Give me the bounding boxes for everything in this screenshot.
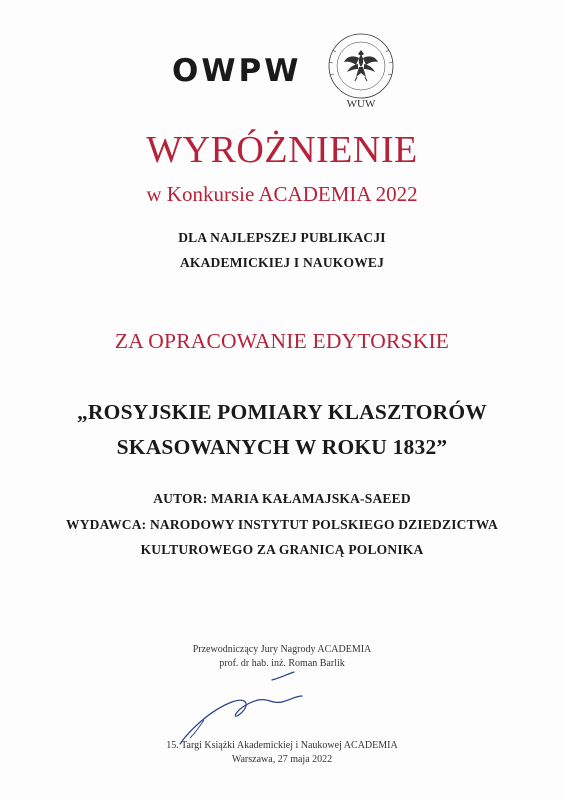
publication-publisher-line2: KULTUROWEGO ZA GRANICĄ POLONIKA xyxy=(140,542,424,557)
publication-title-line2: SKASOWANYCH W ROKU 1832” xyxy=(116,435,448,459)
publication-author: AUTOR: MARIA KAŁAMAJSKA-SAEED xyxy=(153,491,411,506)
owpw-logo: OWPW xyxy=(172,53,302,89)
wuw-seal-icon xyxy=(316,30,406,110)
award-reason: ZA OPRACOWANIE EDYTORSKIE xyxy=(114,329,450,353)
award-headline: WYRÓŻNIENIE xyxy=(146,129,418,171)
event-name: 15. Targi Książki Akademickiej i Naukowej ACADEMIA xyxy=(166,740,398,751)
event-place-date: Warszawa, 27 maja 2022 xyxy=(231,754,333,765)
publication-publisher-line1: WYDAWCA: NARODOWY INSTYTUT POLSKIEGO DZIEDZICTWA xyxy=(66,517,498,532)
award-category-line1: DLA NAJLEPSZEJ PUBLIKACJI xyxy=(178,230,386,245)
seal-label: WUW xyxy=(346,98,376,110)
publication-title-line1: „ROSYJSKIE POMIARY KLASZTORÓW xyxy=(76,400,488,424)
handwritten-signature xyxy=(170,662,350,752)
signatory-role: Przewodniczący Jury Nagrody ACADEMIA xyxy=(192,644,372,655)
signatory-name: prof. dr hab. inż. Roman Barlik xyxy=(219,658,345,669)
award-subheadline: w Konkursie ACADEMIA 2022 xyxy=(146,182,418,206)
award-category-line2: AKADEMICKIEJ I NAUKOWEJ xyxy=(179,255,385,270)
